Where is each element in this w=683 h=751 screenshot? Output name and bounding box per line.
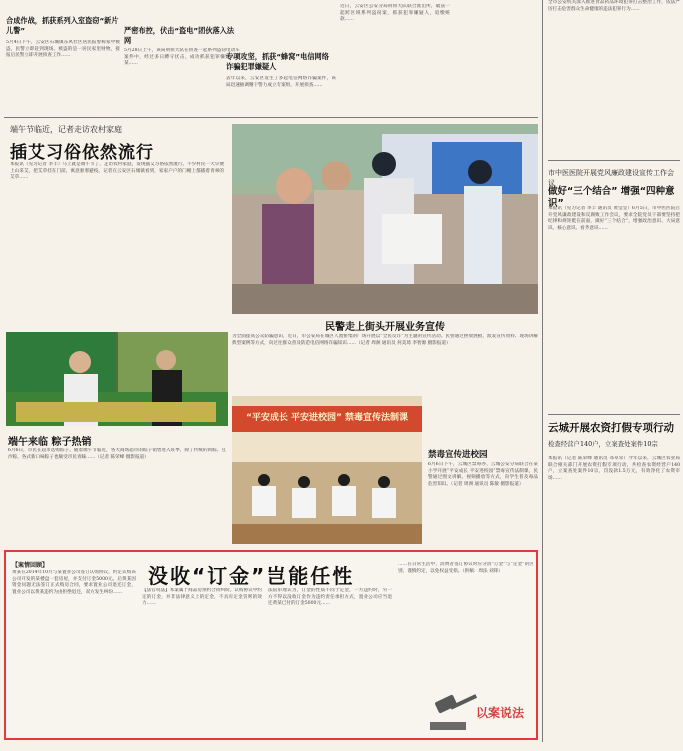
case-tag: 以案说法	[476, 706, 525, 720]
right-bottom-headline-line2: 检查经营户140户，立案查处案件10宗	[548, 440, 658, 448]
right-bottom-headline-line1: 云城开展农资打假专项行动	[548, 422, 674, 434]
top-left-paragraph: 5月4日下午，云安区石城镇东风社区居民报警称家中被盗，民警立即赶到现场。被盗的是一居民家里财物，接报后民警立即开展侦查工作……	[6, 40, 120, 59]
case-title: 没收“订金”岂能任性	[148, 564, 355, 588]
top-mid-headline: 严密布控，伏击“盗电”团伙落入法网	[124, 26, 235, 45]
case-text-col1: 黄某在2014年10月与某置业公司签订认购协议，约定认购该公司开发的某楼盘一套房屋，并支付订金5000元。后黄某因资金问题无法签订正式购房合同，要求置业公司退还订金，置业公司以黄某违约为由拒绝退还，双方发生纠纷……	[12, 570, 136, 595]
photo-police-publicity-illustration	[232, 124, 538, 314]
top-mid-paragraph: 5月28日上午，该局刑侦大队在侦查一起系列盗窃电动车案件中，经过多日蹲守伏击，成功抓获犯罪嫌疑人刘某……	[124, 48, 240, 67]
top-center-paragraph: 去年以来，云安区发生了多起电信网络诈骗案件，该局迅速抽调精干警力成立专案组，开展侦查……	[226, 76, 336, 88]
case-text-col3: 法院审理认为，订金的性质不同于定金，一方违约时，另一方不得以没收订金作为违约责任承担方式，置业公司应当退还黄某已付的订金5000元……	[268, 588, 392, 607]
photo-zongzi-market-illustration	[6, 332, 228, 426]
top-right-paragraph: 全市公安机关深入推进食品药品环境犯罪打击整治工作，依法严厉打击危害群众生命健康的违法犯罪行为……	[548, 0, 680, 12]
photo-zongzi-market	[6, 332, 228, 426]
top-center-headline: 专项攻坚，抓获“蜂窝”电信网络诈骗犯罪嫌疑人	[226, 52, 329, 71]
top-left-headline: 合成作战，抓获系列入室盗窃“新片儿警”	[6, 16, 119, 35]
photo-school-class	[232, 396, 422, 544]
case-text-col2: 【法官说法】本案属于商品房预约合同纠纷。认购协议中约定的订金，并非法律意义上的定金，不具有定金罚则的效力……	[142, 588, 262, 607]
sidebar-text: 本报讯（见习记者 李丰）马上就是端午节了，走访农村家庭，发现插艾习俗依然流行。不少村民一大早便上山采艾，把艾草挂在门前，寓意驱邪避疫。记者在云安区石城镇看到，家家户户的门楣上都插着青翠的艾草……	[10, 162, 224, 181]
photo-police-publicity	[232, 124, 538, 314]
school-banner: “平安成长 平安进校园” 禁毒宣传法制课	[245, 413, 409, 423]
right-bottom-text: 本报讯（记者 陈荣峰 通讯员 邓卓荣）今年以来，云城区农业局联合相关部门开展农资打假专项行动，共检查农资经营户140户，立案查处案件10宗，罚没款1.5万元，有效净化了农资市场……	[548, 456, 680, 481]
sidebar-headline: 插艾习俗依然流行	[10, 143, 154, 163]
top-right-mid-paragraph: 近日，云安区公安分局刑侦大队联合派出所，破获一起跨区域系列盗窃案，抓获犯罪嫌疑人，追缴赃款……	[340, 4, 450, 23]
right-headline-line1: 市中医医院开展党风廉政建设宣传工作会议	[548, 169, 674, 187]
top-mid-prev-text	[124, 0, 238, 16]
case-box	[4, 550, 538, 740]
crowd-caption-title: 民警走上街头开展业务宣传	[325, 322, 445, 333]
case-label: 【案情回顾】	[12, 562, 49, 569]
school-caption-text: 6月6日下午，云城区禁毒办、云城公安分局联合在某小学开展“平安成长 平安进校园”禁毒宣传法制课，民警通过图文讲解、视频播放等方式，向学生普及毒品危害知识。（记者 周洲 通讯员 陈敏 摄影报道）	[428, 462, 538, 487]
right-text: 本报讯（见习记者 李丰 通讯员 黄莹莹）6月5日，市中医医院召开党风廉政建设和反腐败工作会议，要求全院党员干部要坚持把纪律和规矩挺在前面，做好“三个结合”，增强政治意识、大局意识、核心意识、看齐意识……	[548, 206, 680, 231]
top-left-prev-text	[6, 0, 62, 16]
crowd-caption-text: 为全面提高公众防骗意识，近日，市公安局在城区人流密集的广场开展以“全民反诈”为主题的宣传活动。民警通过摆放展板、派发宣传资料、现场讲解典型案例等方式，向过往群众普及防范电信网络诈骗知识……（记者 周洲 通讯员 何美琦 李智源 摄影报道）	[232, 334, 538, 346]
spacer	[6, 392, 228, 406]
market-caption-title: 端午来临 粽子热销	[8, 437, 92, 448]
case-law-tag	[426, 692, 536, 736]
right-headline-line2: 做好“三个结合” 增强“四种意识”	[548, 186, 675, 209]
market-caption-text: 6月6日，市民在超市选购粽子。随着端午节临近，各大商场超市的粽子销售进入旺季，除了传统的肉粽、豆沙粽，各式新口味粽子也颇受市民青睐……（记者 陈荣峰 摄影报道）	[8, 448, 226, 460]
case-text-col4: ……在日常生活中，消费者签订协议时应分清“订金”与“定金”的区别，谨慎约定，以免权益受损。（供稿：周法 刘锋）	[398, 562, 534, 574]
sidebar-kicker: 端午节临近，记者走访农村家庭	[10, 125, 122, 134]
school-caption-title: 禁毒宣传进校园	[428, 450, 488, 460]
